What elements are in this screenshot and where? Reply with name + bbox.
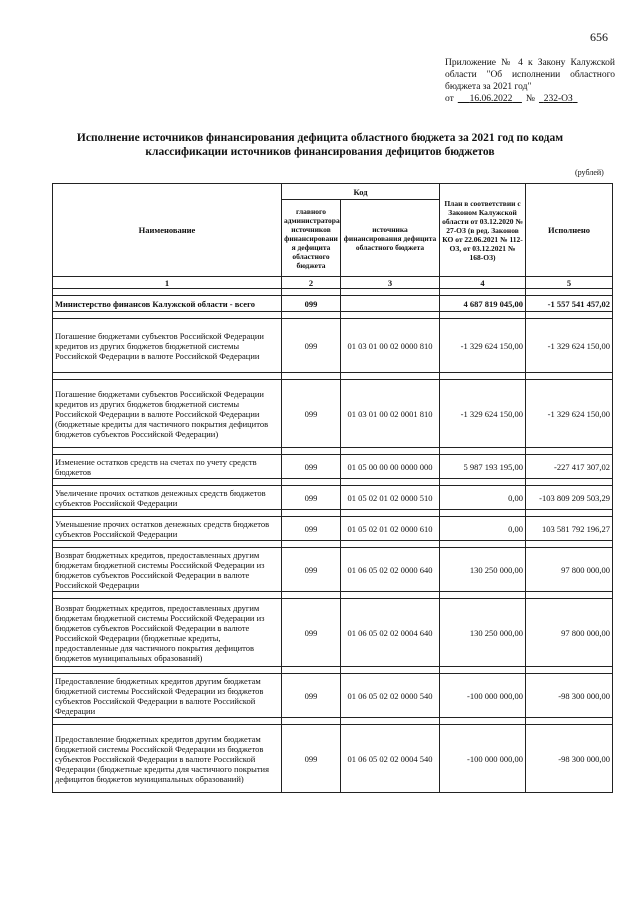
- cell-source-code: 01 06 05 02 02 0000 640: [341, 548, 440, 592]
- spacer-row: [53, 373, 613, 380]
- cell-executed: -1 329 624 150,00: [526, 319, 613, 373]
- spacer-row: [53, 592, 613, 599]
- header-name: Наименование: [53, 184, 282, 277]
- column-number: 5: [526, 277, 613, 289]
- table-row: [53, 517, 613, 541]
- cell-source-code: 01 06 05 02 02 0004 640: [341, 599, 440, 667]
- cell-executed: 103 581 792 196,27: [526, 517, 613, 541]
- cell-name: Предоставление бюджетных кредитов другим бюджетам бюджетной системы Российской Федерации из бюджетов субъектов Российской Федерации в валюте Российской Федерации: [53, 674, 282, 718]
- cell-plan: 0,00: [440, 486, 526, 510]
- cell-executed: 97 800 000,00: [526, 548, 613, 592]
- sources-table: [52, 183, 613, 793]
- cell-plan: 130 250 000,00: [440, 599, 526, 667]
- cell-admin-code: 099: [282, 725, 341, 793]
- cell-executed: 97 800 000,00: [526, 599, 613, 667]
- header-executed: Исполнено: [526, 184, 613, 277]
- cell-name: Уменьшение прочих остатков денежных средств бюджетов субъектов Российской Федерации: [53, 517, 282, 541]
- table-row: [53, 725, 613, 793]
- header-code: Код: [282, 184, 440, 200]
- cell-source-code: 01 03 01 00 02 0001 810: [341, 380, 440, 448]
- spacer-row: [53, 510, 613, 517]
- cell-source-code: 01 03 01 00 02 0000 810: [341, 319, 440, 373]
- appendix-text: Приложение № 4 к Закону Калужской области "Об исполнении областного бюджета за 2021 год": [445, 58, 615, 92]
- cell-name: Возврат бюджетных кредитов, предоставленных другим бюджетам бюджетной системы Российской Федерации из бюджетов субъектов Российской Федерации в валюте Российской Федерации: [53, 548, 282, 592]
- cell-plan: 4 687 819 045,00: [440, 296, 526, 312]
- cell-plan: 0,00: [440, 517, 526, 541]
- cell-source-code: [341, 296, 440, 312]
- cell-source-code: 01 06 05 02 02 0000 540: [341, 674, 440, 718]
- column-number: 2: [282, 277, 341, 289]
- cell-name: Погашение бюджетами субъектов Российской Федерации кредитов из других бюджетов бюджетной системы Российской Федерации в валюте Российской Федерации: [53, 319, 282, 373]
- header-source: источника финансирования дефицита областного бюджета: [341, 200, 440, 277]
- spacer-row: [53, 312, 613, 319]
- cell-executed: -98 300 000,00: [526, 674, 613, 718]
- cell-executed: -103 809 209 503,29: [526, 486, 613, 510]
- page-number: 656: [590, 30, 608, 44]
- header-plan: План в соответствии с Законом Калужской области от 03.12.2020 № 27-ОЗ (в ред. Законов КО от 22.06.2021 № 112-ОЗ, от 03.12.2021 № 168-ОЗ): [440, 184, 526, 277]
- cell-name: Погашение бюджетами субъектов Российской Федерации кредитов из других бюджетов бюджетной системы Российской Федерации в валюте Российской Федерации (бюджетные кредиты для частичного покрытия дефицитов бюджетов субъектов Российской Федерации): [53, 380, 282, 448]
- cell-admin-code: 099: [282, 380, 341, 448]
- spacer-row: [53, 289, 613, 296]
- cell-name: Изменение остатков средств на счетах по учету средств бюджетов: [53, 455, 282, 479]
- cell-admin-code: 099: [282, 548, 341, 592]
- column-number: 4: [440, 277, 526, 289]
- spacer-row: [53, 541, 613, 548]
- cell-executed: -227 417 307,02: [526, 455, 613, 479]
- column-numbers-row: [53, 277, 613, 289]
- document-title: Исполнение источников финансирования дефицита областного бюджета за 2021 год по кодам классификации источников финансирования дефицитов бюджетов: [76, 132, 564, 158]
- cell-plan: -100 000 000,00: [440, 674, 526, 718]
- column-number: 3: [341, 277, 440, 289]
- spacer-row: [53, 667, 613, 674]
- cell-admin-code: 099: [282, 517, 341, 541]
- table-row: [53, 548, 613, 592]
- cell-admin-code: 099: [282, 296, 341, 312]
- appendix-header: [445, 57, 615, 105]
- cell-plan: -1 329 624 150,00: [440, 319, 526, 373]
- spacer-row: [53, 718, 613, 725]
- cell-admin-code: 099: [282, 319, 341, 373]
- units-label: (рублей): [575, 168, 604, 177]
- header-admin: главного администратора источников финансировани я дефицита областного бюджета: [282, 200, 341, 277]
- from-label: от: [445, 94, 454, 104]
- table-row: [53, 599, 613, 667]
- law-date: 16.06.2022: [469, 94, 513, 104]
- cell-source-code: 01 06 05 02 02 0004 540: [341, 725, 440, 793]
- cell-name: Предоставление бюджетных кредитов другим бюджетам бюджетной системы Российской Федерации из бюджетов субъектов Российской Федерации в валюте Российской Федерации (бюджетные кредиты для частичного покрытия дефицитов бюджетов муниципальных образований): [53, 725, 282, 793]
- spacer-row: [53, 448, 613, 455]
- cell-plan: -100 000 000,00: [440, 725, 526, 793]
- cell-source-code: 01 05 02 01 02 0000 610: [341, 517, 440, 541]
- cell-name: Возврат бюджетных кредитов, предоставленных другим бюджетам бюджетной системы Российской Федерации из бюджетов субъектов Российской Федерации в валюте Российской Федерации (бюджетные кредиты, предоставленные для частичного покрытия дефицитов бюджетов муниципальных образований): [53, 599, 282, 667]
- cell-plan: 5 987 193 195,00: [440, 455, 526, 479]
- cell-executed: -1 557 541 457,02: [526, 296, 613, 312]
- cell-plan: -1 329 624 150,00: [440, 380, 526, 448]
- cell-admin-code: 099: [282, 599, 341, 667]
- table-row: [53, 296, 613, 312]
- cell-name: Министерство финансов Калужской области - всего: [53, 296, 282, 312]
- table-row: [53, 319, 613, 373]
- cell-plan: 130 250 000,00: [440, 548, 526, 592]
- cell-admin-code: 099: [282, 455, 341, 479]
- law-number: 232-ОЗ: [543, 94, 573, 104]
- cell-admin-code: 099: [282, 486, 341, 510]
- cell-admin-code: 099: [282, 674, 341, 718]
- table-row: [53, 380, 613, 448]
- cell-name: Увеличение прочих остатков денежных средств бюджетов субъектов Российской Федерации: [53, 486, 282, 510]
- cell-source-code: 01 05 00 00 00 0000 000: [341, 455, 440, 479]
- table-row: [53, 674, 613, 718]
- number-label: №: [525, 94, 535, 104]
- table-row: [53, 486, 613, 510]
- cell-executed: -1 329 624 150,00: [526, 380, 613, 448]
- spacer-row: [53, 479, 613, 486]
- table-row: [53, 455, 613, 479]
- appendix-signature: [445, 93, 615, 105]
- cell-executed: -98 300 000,00: [526, 725, 613, 793]
- cell-source-code: 01 05 02 01 02 0000 510: [341, 486, 440, 510]
- column-number: 1: [53, 277, 282, 289]
